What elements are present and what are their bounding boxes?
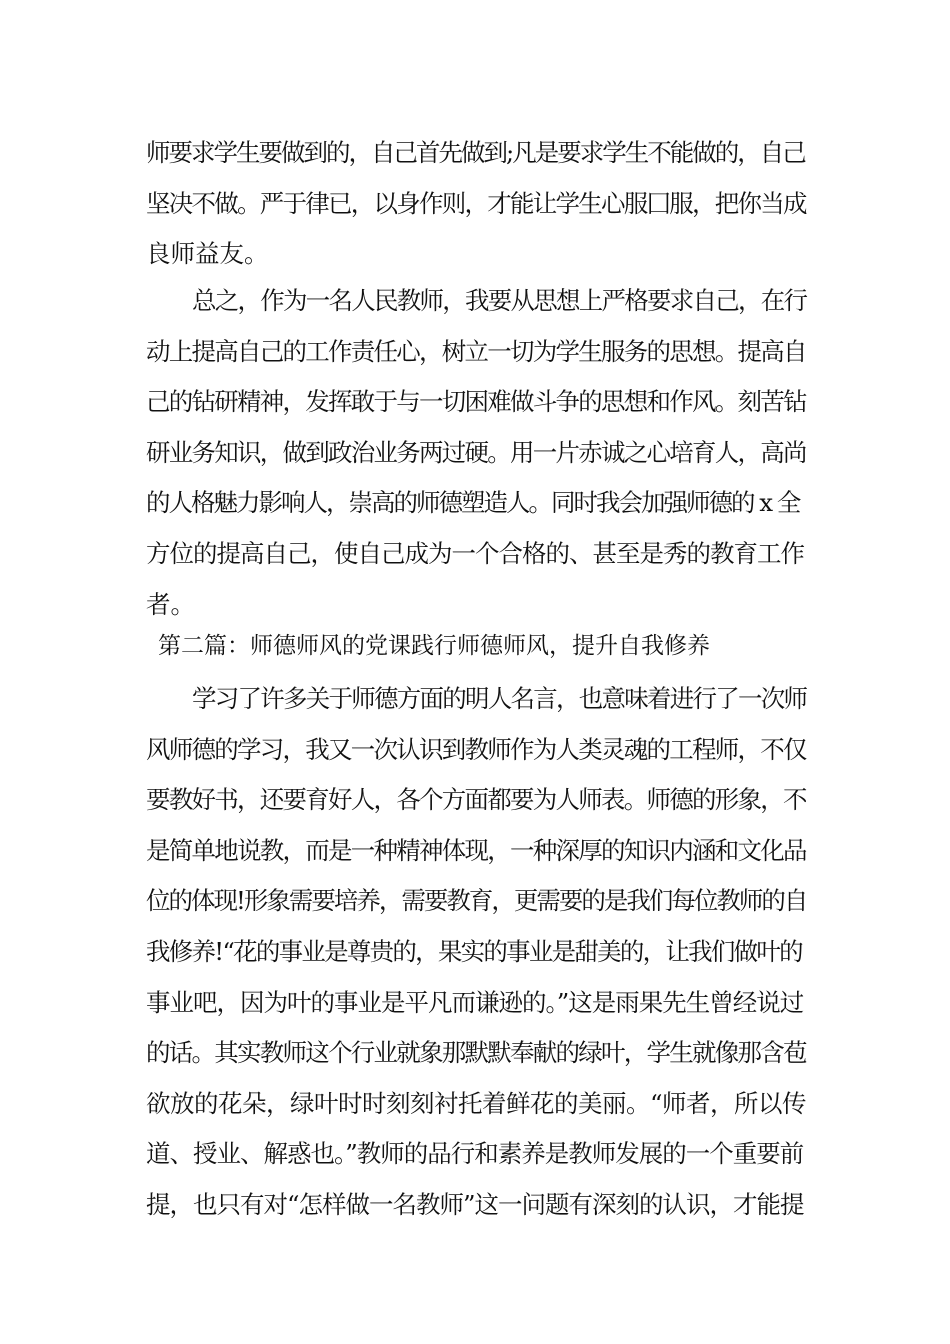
text-line: 是简单地说教，而是一种精神体现，一种深厚的知识内涵和文化品 [146,835,806,865]
text-line: 师要求学生要做到的，自己首先做到;凡是要求学生不能做的，自己 [146,138,805,167]
text-line: 的话。其实教师这个行业就象那默默奉献的绿叶，学生就像那含苞 [146,1038,806,1068]
text-line: 位的体现!形象需要培养，需要教育，更需要的是我们每位教师的自 [146,886,807,916]
section-heading: 第二篇：师德师风的党课践行师德师风，提升自我修养 [158,633,710,659]
text-line: 方位的提高自己，使自己成为一个合格的、甚至是秀的教育工作 [146,538,804,568]
text-line: 研业务知识，做到政治业务两过硬。用一片赤诚之心培育人，高尚 [146,437,806,467]
text-line: 动上提高自己的工作责任心，树立一切为学生服务的思想。提高自 [146,336,806,366]
text-line: 提，也只有对“怎样做一名教师”这一问题有深刻的认识，才能提 [146,1189,804,1219]
text-line: 风师德的学习，我又一次认识到教师作为人类灵魂的工程师，不仅 [146,734,806,764]
text-line: 者。 [146,589,195,619]
text-line: 学习了许多关于师德方面的明人名言，也意味着进行了一次师 [192,684,807,713]
text-line: 的人格魅力影响人，崇高的师德塑造人。同时我会加强师德的 x 全 [146,488,800,518]
text-line: 事业吧，因为叶的事业是平凡而谦逊的。”这是雨果先生曾经说过 [146,987,804,1017]
paragraph-continuation [146,128,806,280]
text-line: 我修养!“花的事业是尊贵的，果实的事业是甜美的，让我们做叶的 [146,936,802,966]
paragraph-conclusion [146,276,806,630]
paragraph-section-two [146,674,806,1231]
text-line: 坚决不做。严于律已，以身作则，才能让学生心服囗服，把你当成 [146,188,806,218]
text-line: 总之，作为一名人民教师，我要从思想上严格要求自己，在行 [192,286,807,315]
text-line: 道、授业、解惑也。”教师的品行和素养是教师发展的一个重要前 [146,1139,804,1169]
text-line: 要教好书，还要育好人，各个方面都要为人师表。师德的形象，不 [146,785,806,815]
text-line: 己的钻研精神，发挥敢于与一切困难做斗争的思想和作风。刻苦钻 [146,387,806,417]
text-line: 欲放的花朵，绿叶时时刻刻衬托着鲜花的美丽。“师者，所以传 [146,1088,807,1118]
text-line: 良师益友。 [146,239,269,269]
